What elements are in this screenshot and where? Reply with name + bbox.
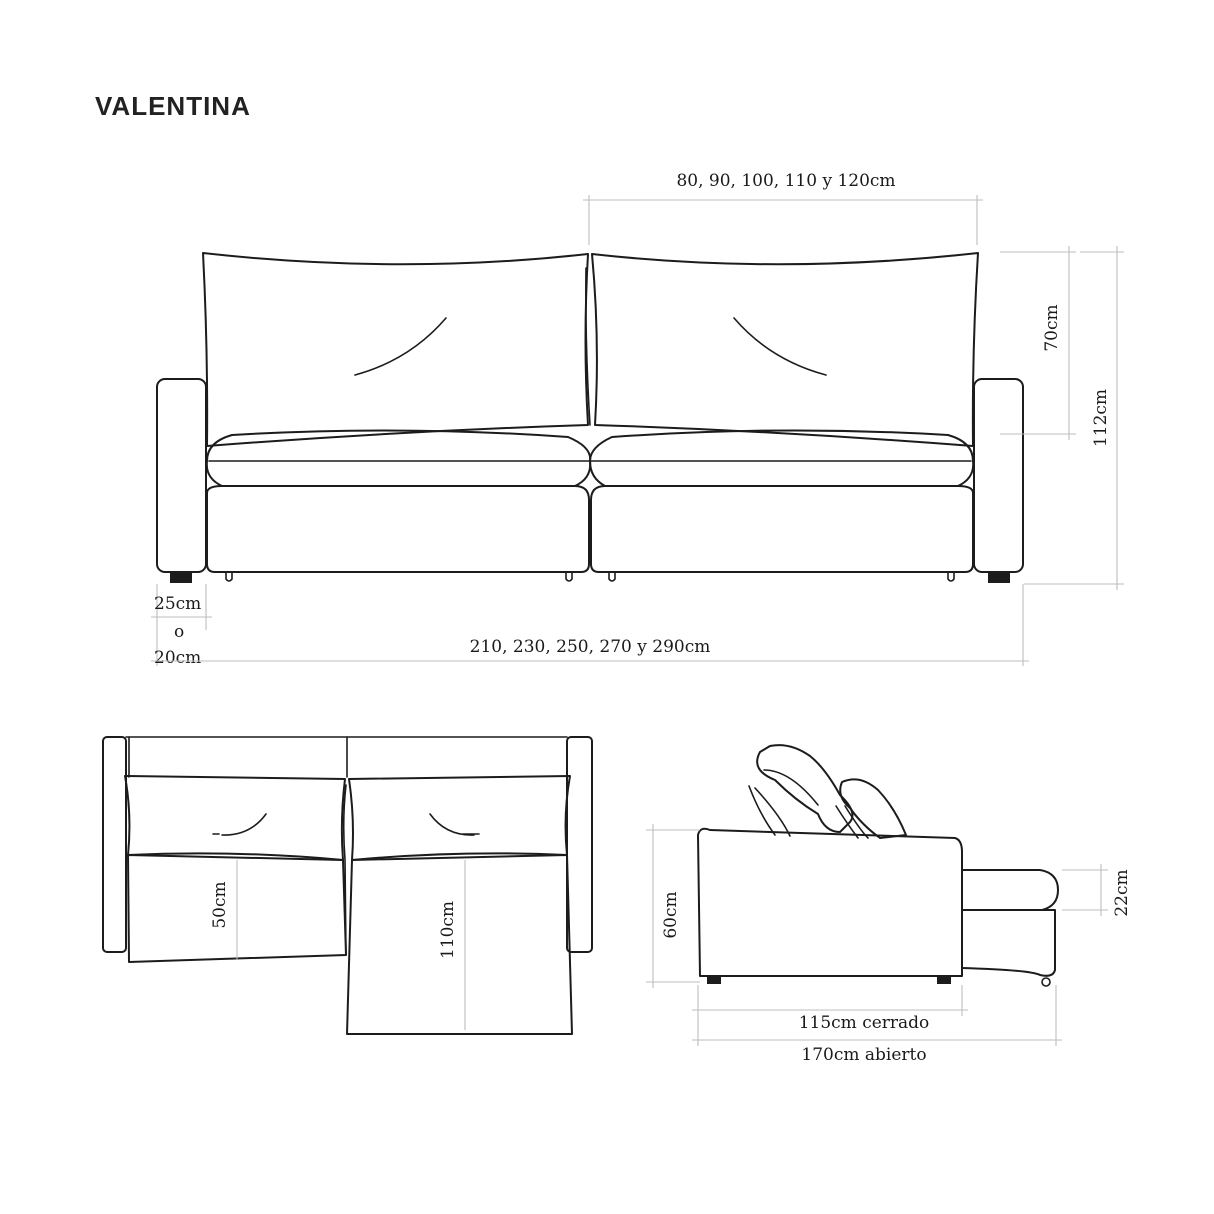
- seat-width-label: 80, 90, 100, 110 y 120cm: [676, 171, 896, 191]
- side-bed-wheel: [1042, 978, 1050, 986]
- cushion-depth-label: 50cm: [210, 881, 230, 929]
- open-depth-label: 170cm abierto: [801, 1045, 927, 1065]
- top-armrest-right: [567, 737, 592, 952]
- arm-width-20-label: 20cm: [154, 648, 202, 668]
- bed-height-label: 22cm: [1112, 869, 1132, 917]
- crease-right: [734, 318, 826, 375]
- foot-left: [170, 572, 192, 583]
- seat-height-label: 60cm: [661, 891, 681, 939]
- side-back-cushion-lower: [840, 779, 906, 838]
- back-cushion-right: [592, 253, 978, 446]
- front-dimensions: [151, 171, 1124, 668]
- top-view: [103, 737, 592, 1034]
- open-length-label: 110cm: [438, 900, 458, 960]
- crease-left: [355, 318, 446, 375]
- base-left: [207, 486, 589, 572]
- side-foot-front: [707, 976, 721, 984]
- seat-cushion-left: [207, 430, 590, 486]
- arm-width-25-label: 25cm: [154, 594, 202, 614]
- side-back-cushion-upper: [757, 745, 852, 832]
- front-view: [157, 253, 1023, 583]
- seat-cushion-right: [590, 430, 973, 486]
- top-back-cushion-right: [349, 776, 570, 860]
- side-body: [698, 829, 962, 976]
- top-back-cushion-left: [125, 776, 345, 860]
- side-bed-base: [962, 910, 1055, 976]
- side-bed-mattress: [962, 870, 1058, 910]
- arm-width-or-label: o: [174, 622, 185, 642]
- total-width-label: 210, 230, 250, 270 y 290cm: [469, 637, 711, 657]
- back-height-label: 70cm: [1042, 304, 1062, 352]
- foot-right: [988, 572, 1010, 583]
- top-dimensions: [210, 860, 465, 1030]
- side-foot-back: [937, 976, 951, 984]
- side-dimensions: [646, 824, 1132, 1065]
- product-title: VALENTINA: [95, 91, 251, 121]
- side-view: [698, 745, 1058, 986]
- armrest-left: [157, 379, 206, 572]
- total-height-label: 112cm: [1091, 388, 1111, 448]
- top-armrest-left: [103, 737, 126, 952]
- armrest-right: [974, 379, 1023, 572]
- top-chaise-right: [347, 855, 572, 1034]
- closed-depth-label: 115cm cerrado: [798, 1013, 930, 1033]
- base-right: [591, 486, 973, 572]
- back-cushion-left: [203, 253, 588, 446]
